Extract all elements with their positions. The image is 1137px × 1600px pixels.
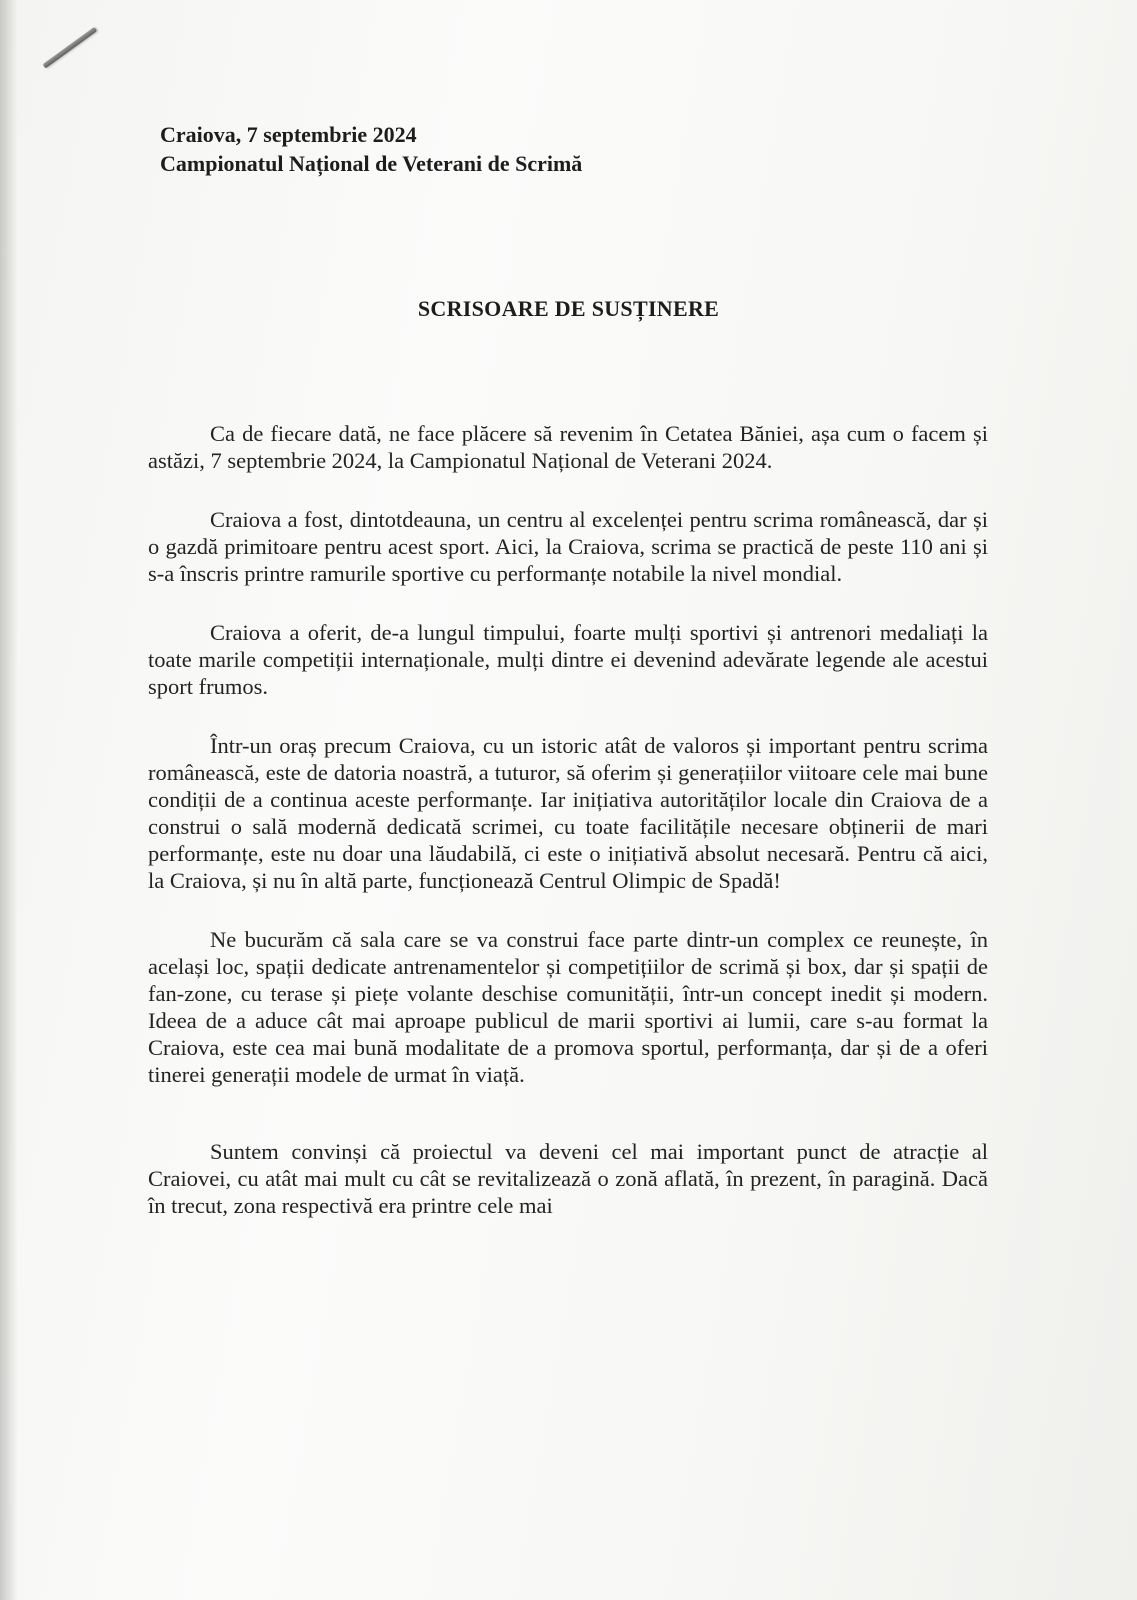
letter-header	[160, 120, 582, 178]
letter-title: SCRISOARE DE SUSȚINERE	[417, 296, 720, 321]
paragraph-1: Ca de fiecare dată, ne face plăcere să revenim în Cetatea Băniei, așa cum o facem și astăzi, 7 septembrie 2024, la Campionatul Național de Veterani 2024.	[148, 421, 988, 473]
staple-mark	[43, 27, 98, 69]
header-place-date: Craiova, 7 septembrie 2024	[160, 122, 417, 147]
header-event-name: Campionatul Național de Veterani de Scrimă	[160, 151, 583, 176]
paragraph-4: Într-un oraș precum Craiova, cu un istoric atât de valoros și important pentru scrima românească, este de datoria noastră, a tuturor, să oferim și generațiilor viitoare cele mai bune condiții de a continua aceste performanțe. Iar inițiativa autorităților locale din Craiova de a construi o sală modernă dedicată scrimei, cu toate facilitățile necesare obținerii de mari performanțe, este nu doar una lăudabilă, ci este o inițiativă absolut necesară. Pentru că aici, la Craiova, și nu în altă parte, funcționează Centrul Olimpic de Spadă!	[148, 733, 988, 893]
paragraph-2: Craiova a fost, dintotdeauna, un centru al excelenței pentru scrima românească, dar și o gazdă primitoare pentru acest sport. Aici, la Craiova, scrima se practică de peste 110 ani și s-a înscris printre ramurile sportive cu performanțe notabile la nivel mondial.	[148, 507, 988, 586]
paragraph-6: Suntem convinși că proiectul va deveni cel mai important punct de atracție al Craiovei, cu atât mai mult cu cât se revitalizează o zonă aflată, în prezent, în paragină. Dacă în trecut, zona respectivă era printre cele mai	[148, 1139, 988, 1218]
letter-body	[148, 420, 988, 1251]
page-edge-shadow	[0, 0, 18, 1600]
paragraph-5: Ne bucurăm că sala care se va construi face parte dintr-un complex ce reunește, în același loc, spații dedicate antrenamentelor și competițiilor de scrimă și box, dar și spații de fan-zone, cu terase și piețe volante deschise comunității, într-un concept inedit și modern. Ideea de a aduce cât mai aproape publicul de marii sportivi ai lumii, care s-au format la Craiova, este cea mai bună modalitate de a promova sportul, performanța, dar și de a oferi tinerei generații modele de urmat în viață.	[148, 927, 988, 1087]
paragraph-3: Craiova a oferit, de-a lungul timpului, foarte mulți sportivi și antrenori medaliați la toate marile competiții internaționale, mulți dintre ei devenind adevărate legende ale acestui sport frumos.	[148, 620, 988, 699]
